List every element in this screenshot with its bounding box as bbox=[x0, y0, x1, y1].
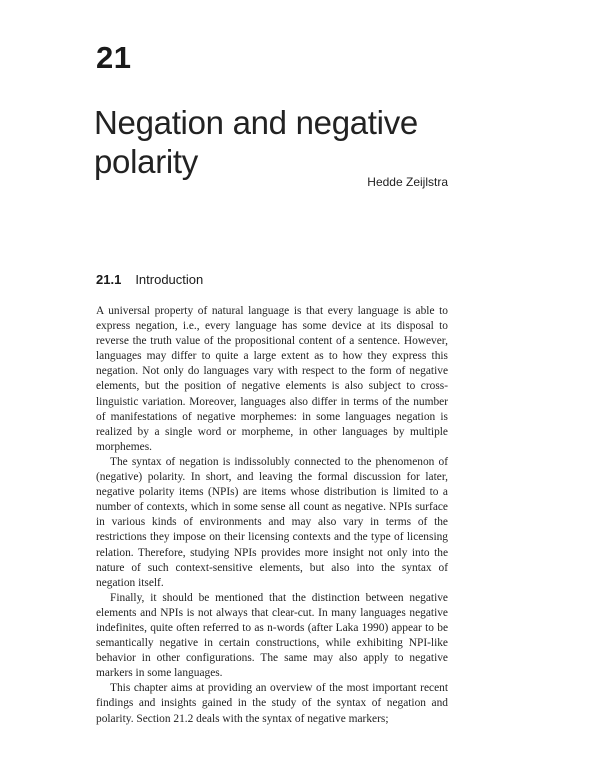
body-text bbox=[96, 304, 448, 727]
chapter-author: Hedde Zeijlstra bbox=[367, 175, 448, 189]
paragraph-1: A universal property of natural language is that every language is able to express negation, i.e., every language has some device at its disposal to reverse the truth value of the propositional content of a sentence. However, languages may differ to quite a large extent as to how they express this negation. Not only do languages vary with respect to the form of negative elements, but the position of negative elements is also subject to cross-linguistic variation. Moreover, languages also differ in terms of the number of manifestations of negative morphemes: in some languages negation is realized by a single word or morpheme, in other languages by multiple morphemes. bbox=[96, 305, 448, 453]
chapter-title: Negation and negative polarity bbox=[94, 104, 418, 180]
section-number: 21.1 bbox=[96, 272, 122, 287]
paragraph-4: This chapter aims at providing an overview of the most important recent findings and insights gained in the study of the syntax of negation and polarity. Section 21.2 deals with the syntax of negative markers; bbox=[96, 682, 448, 725]
chapter-number: 21 bbox=[96, 40, 132, 75]
section-heading bbox=[96, 272, 203, 287]
paragraph-2: The syntax of negation is indissolubly connected to the phenomenon of (negative) polarity. In short, and leaving the formal discussion for later, negative polarity items (NPIs) are items whose distribution is limited to a number of contexts, which in some sense all count as negative. NPIs surface in various kinds of environments and may also vary in terms of the restrictions they impose on their licensing contexts and the type of licensing relation. Therefore, studying NPIs provides more insight not only into the nature of such context-sensitive elements, but also into the syntax of negation itself. bbox=[96, 455, 448, 589]
section-title: Introduction bbox=[135, 272, 204, 287]
paragraph-3: Finally, it should be mentioned that the distinction between negative elements and NPIs is not always that clear-cut. In many languages negative indefinites, quite often referred to as n-words (after Laka 1990) appear to be semantically negative in certain constructions, while exhibiting NPI-like behavior in other configurations. The same may also apply to negative markers in some languages. bbox=[96, 591, 448, 680]
